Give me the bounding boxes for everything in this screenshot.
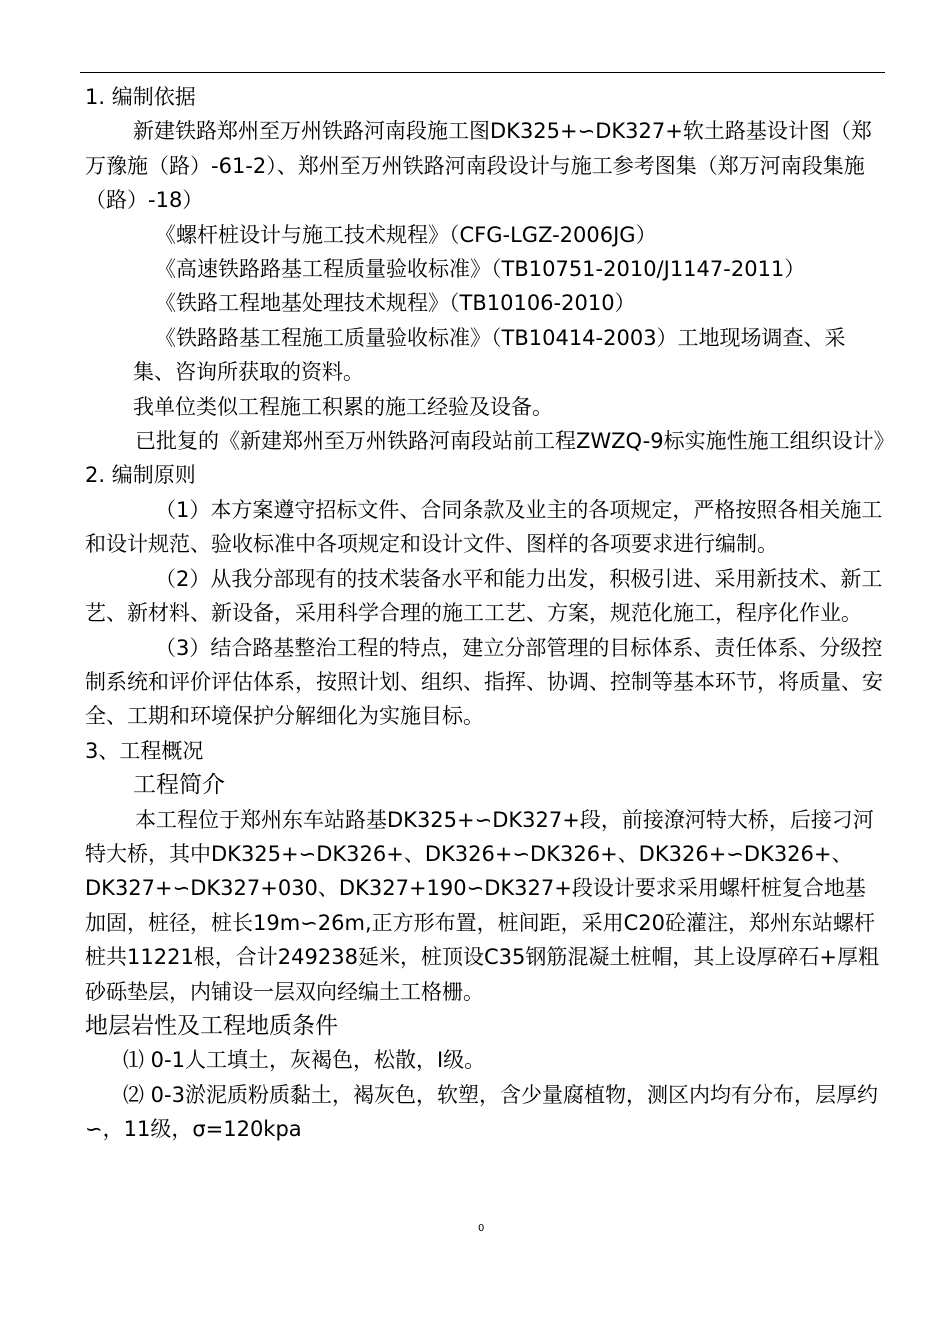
- paragraph: ⑴ 0-1人工填土，灰褐色，松散，Ⅰ级。: [123, 1048, 486, 1073]
- section-heading: 3、工程概况: [85, 738, 204, 763]
- paragraph: 《螺杆桩设计与施工技术规程》（CFG-LGZ-2006JG）: [155, 222, 657, 247]
- paragraph: （3）结合路基整治工程的特点，建立分部管理的目标体系、责任体系、分级控制系统和评价评估体系，按照计划、组织、指挥、协调、控制等基本环节，将质量、安全、工期和环境保护分解细化为实施目标。: [85, 635, 883, 729]
- header-rule: [80, 72, 885, 73]
- paragraph: 本工程位于郑州东车站路基DK325+∽DK327+段，前接潦河特大桥，后接刁河特大桥，其中DK325+∽DK326+、DK326+∽DK326+、DK326+∽DK326+、DK327+∽DK327+030、DK327+190∽DK327+段设计要求采用螺杆桩复合地基加固，桩径，桩长19m∽26m,正方形布置，桩间距，采用C20砼灌注，郑州东站螺杆桩共11221根，合计249238延米，桩顶设C35钢筋混凝土桩帽，其上设厚碎石+厚粗砂砾垫层，内铺设一层双向经编土工格栅。: [85, 807, 879, 1004]
- paragraph: 《铁路工程地基处理技术规程》（TB10106-2010）: [155, 291, 636, 316]
- paragraph: （1）本方案遵守招标文件、合同条款及业主的各项规定，严格按照各相关施工和设计规范、验收标准中各项规定和设计文件、图样的各项要求进行编制。: [85, 497, 883, 557]
- paragraph: 《高速铁路路基工程质量验收标准》（TB10751-2010/J1147-2011）: [155, 257, 806, 282]
- subsection-heading: 工程简介: [133, 772, 225, 799]
- document-body: [85, 80, 895, 1147]
- section-heading: 地层岩性及工程地质条件: [85, 1012, 338, 1039]
- page-number: 0: [478, 1223, 485, 1234]
- paragraph: 新建铁路郑州至万州铁路河南段施工图DK325+∽DK327+软土路基设计图（郑万豫施（路）-61-2）、郑州至万州铁路河南段设计与施工参考图集（郑万河南段集施（路）-18）: [85, 119, 872, 213]
- paragraph: 我单位类似工程施工积累的施工经验及设备。: [133, 394, 553, 419]
- paragraph: 已批复的《新建郑州至万州铁路河南段站前工程ZWZQ-9标实施性施工组织设计》: [135, 429, 895, 454]
- paragraph: ⑵ 0-3淤泥质粉质黏土，褐灰色，软塑，含少量腐植物，测区内均有分布，层厚约∽，11级，σ=120kpa: [85, 1082, 878, 1142]
- paragraph: （2）从我分部现有的技术装备水平和能力出发，积极引进、采用新技术、新工艺、新材料、新设备，采用科学合理的施工工艺、方案，规范化施工，程序化作业。: [85, 566, 883, 626]
- section-heading: 1. 编制依据: [85, 85, 196, 109]
- paragraph: 《铁路路基工程施工质量验收标准》（TB10414-2003）工地现场调查、采集、咨询所获取的资料。: [133, 325, 846, 385]
- section-heading: 2. 编制原则: [85, 463, 196, 488]
